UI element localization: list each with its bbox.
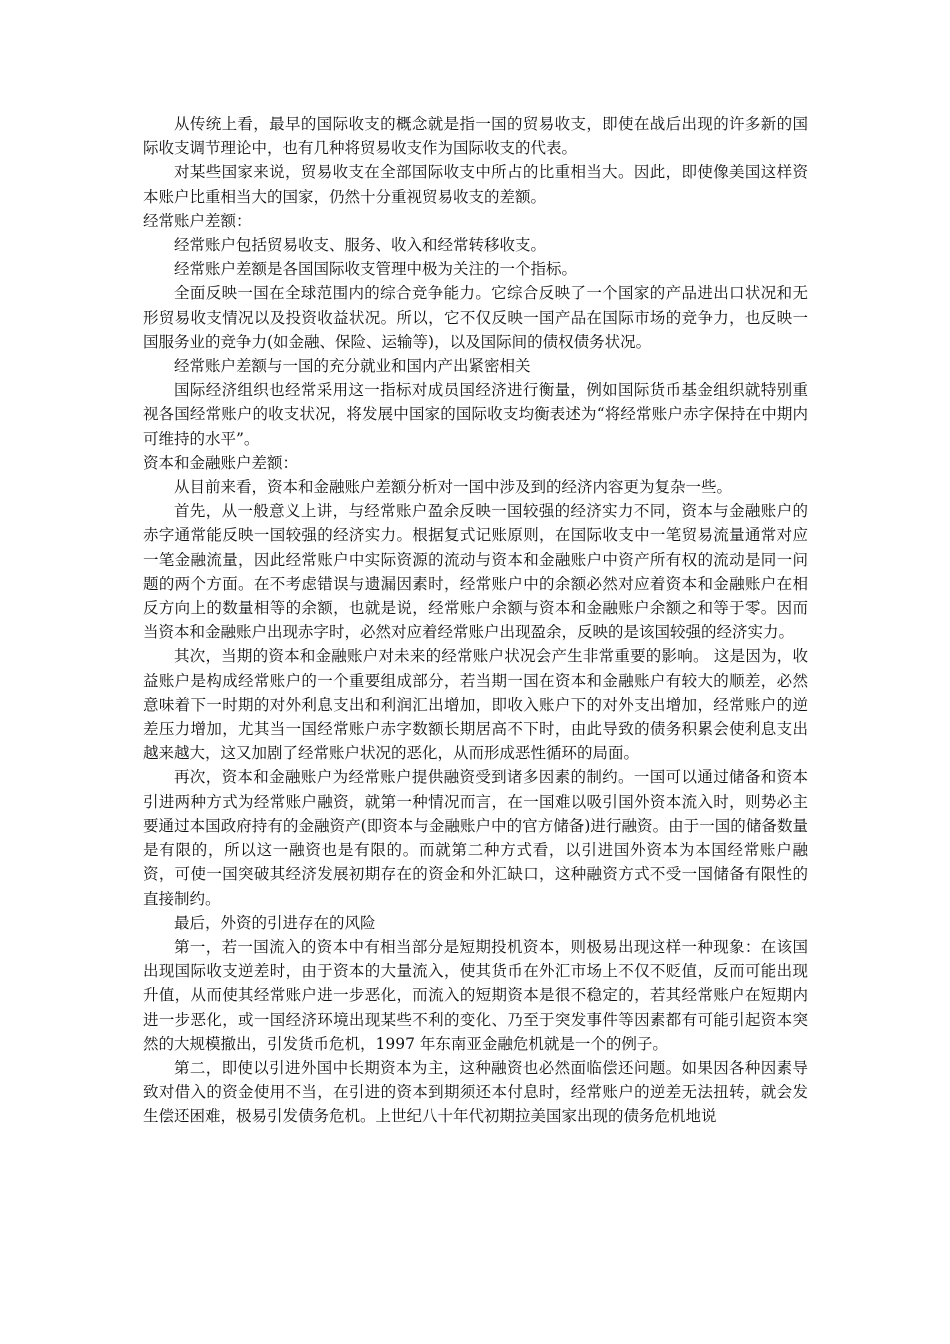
paragraph-competitiveness: 全面反映一国在全球范围内的综合竞争能力。它综合反映了一个国家的产品进出口状况和无形贸易收支情况以及投资收益状况。所以，它不仅反映一国产品在国际市场的竞争力，也反映一国服务业的竞争力(如金融、保险、运输等)，以及国际间的债权债务状况。: [143, 284, 808, 351]
document-body: [143, 112, 808, 1129]
paragraph-capital-complexity: 从目前来看，资本和金融账户差额分析对一国中涉及到的经济内容更为复杂一些。: [174, 478, 733, 497]
heading-current-account: 经常账户差额：: [143, 211, 252, 230]
heading-capital-financial-account: 资本和金融账户差额：: [143, 453, 299, 472]
paragraph-trade-balance-history: 从传统上看，最早的国际收支的概念就是指一国的贸易收支，即使在战后出现的许多新的国际收支调节理论中，也有几种将贸易收支作为国际收支的代表。: [143, 115, 808, 158]
paragraph-current-account-components: 经常账户包括贸易收支、服务、收入和经常转移收支。: [174, 236, 547, 255]
paragraph-risk-long-term: 第二，即使以引进外国中长期资本为主，这种融资也必然面临偿还问题。如果因各种因素导致对借入的资金使用不当，在引进的资本到期须还本付息时，经常账户的逆差无法扭转，就会发生偿还困难，极易引发债务危机。上世纪八十年代初期拉美国家出现的债务危机地说: [143, 1058, 808, 1126]
paragraph-imf-measure: 国际经济组织也经常采用这一指标对成员国经济进行衡量，例如国际货币基金组织就特别重视各国经常账户的收支状况，将发展中国家的国际收支均衡表述为“将经常账户赤字保持在中期内可维持的水平”。: [143, 381, 808, 448]
paragraph-third-point: 再次，资本和金融账户为经常账户提供融资受到诸多因素的制约。一国可以通过储备和资本引进两种方式为经常账户融资，就第一种情况而言，在一国难以吸引国外资本流入时，则势必主要通过本国政府持有的金融资产(即资本与金融账户中的官方储备)进行融资。由于一国的储备数量是有限的，所以这一融资也是有限的。而就第二种方式看，以引进国外资本为本国经常账户融资，可使一国突破其经济发展初期存在的资金和外汇缺口，这种融资方式不受一国储备有限性的直接制约。: [143, 768, 808, 908]
paragraph-risk-short-term: 第一，若一国流入的资本中有相当部分是短期投机资本，则极易出现这样一种现象：在该国出现国际收支逆差时，由于资本的大量流入，使其货币在外汇市场上不仅不贬值，反而可能出现升值，从而使其经常账户进一步恶化，而流入的短期资本是很不稳定的，若其经常账户在短期内进一步恶化，或一国经济环境出现某些不利的变化、乃至于突发事件等因素都有可能引起资本突然的大规模撤出，引发货币危机，1997 年东南亚金融危机就是一个的例子。: [143, 937, 808, 1053]
paragraph-second-point: 其次，当期的资本和金融账户对未来的经常账户状况会产生非常重要的影响。 这是因为，收益账户是构成经常账户的一个重要组成部分，若当期一国在资本和金融账户有较大的顺差，必然意味着下一时期的对外利息支出和利润汇出增加，即收入账户下的对外支出增加，经常账户的逆差压力增加，尤其当一国经常账户赤字数额长期居高不下时，由此导致的债务积累会使利息支出越来越大，这又加剧了经常账户状况的恶化，从而形成恶性循环的局面。: [143, 647, 808, 763]
paragraph-trade-balance-importance: 对某些国家来说，贸易收支在全部国际收支中所占的比重相当大。因此，即使像美国这样资本账户比重相当大的国家，仍然十分重视贸易收支的差额。: [143, 163, 808, 206]
paragraph-foreign-capital-risk: 最后，外资的引进存在的风险: [174, 913, 376, 932]
paragraph-current-account-indicator: 经常账户差额是各国国际收支管理中极为关注的一个指标。: [174, 260, 578, 279]
paragraph-employment-output: 经常账户差额与一国的充分就业和国内产出紧密相关: [174, 357, 531, 376]
paragraph-first-point: 首先，从一般意义上讲，与经常账户盈余反映一国较强的经济实力不同，资本与金融账户的赤字通常能反映一国较强的经济实力。根据复式记账原则，在国际收支中一笔贸易流量通常对应一笔金融流量，因此经常账户中实际资源的流动与资本和金融账户中资产所有权的流动是同一问题的两个方面。在不考虑错误与遗漏因素时，经常账户中的余额必然对应着资本和金融账户在相反方向上的数量相等的余额，也就是说，经常账户余额与资本和金融账户余额之和等于零。因而当资本和金融账户出现赤字时，必然对应着经常账户出现盈余，反映的是该国较强的经济实力。: [143, 502, 808, 642]
